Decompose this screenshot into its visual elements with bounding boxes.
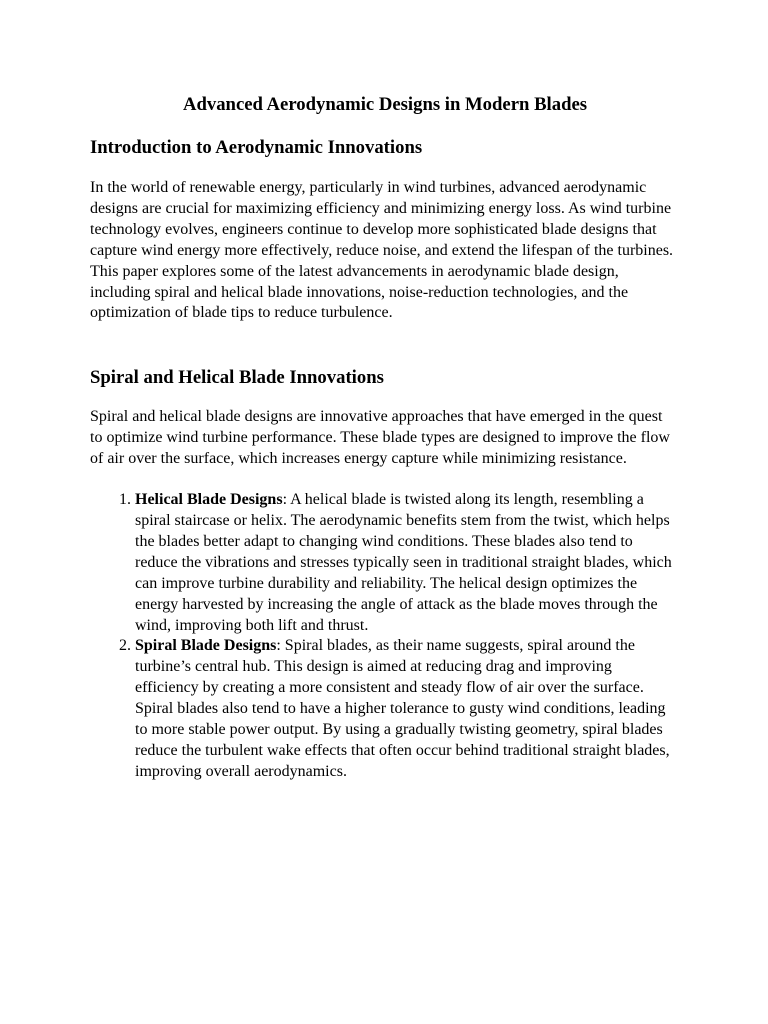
- list-item-text: : Spiral blades, as their name suggests, spiral around the turbine’s central hub. This design is aimed at reducing drag and improving efficiency by creating a more consistent and steady flow of air over the surface. Spiral blades also tend to have a higher tolerance to gusty wind conditions, leading to more stable power output. By using a gradually twisting geometry, spiral blades reduce the turbulent wake effects that often occur behind traditional straight blades, improving overall aerodynamics.: [135, 637, 670, 780]
- list-item-spiral: [135, 636, 674, 782]
- list-item-term: Spiral Blade Designs: [135, 637, 277, 655]
- list-item-helical: [135, 490, 674, 636]
- section-heading-introduction: Introduction to Aerodynamic Innovations: [90, 137, 423, 158]
- blade-design-list: [90, 490, 674, 783]
- spiral-helical-paragraph: Spiral and helical blade designs are innovative approaches that have emerged in the quest to optimize wind turbine performance. These blade types are designed to improve the flow of air over the surface, which increases energy capture while minimizing resistance.: [90, 408, 670, 468]
- document-title: Advanced Aerodynamic Designs in Modern Blades: [182, 94, 588, 115]
- list-item-text: : A helical blade is twisted along its length, resembling a spiral staircase or helix. The aerodynamic benefits stem from the twist, which helps the blades better adapt to changing wind conditions. These blades also tend to reduce the vibrations and stresses typically seen in traditional straight blades, which can improve turbine durability and reliability. The helical design optimizes the energy harvested by increasing the angle of attack as the blade moves through the wind, improving both lift and thrust.: [135, 491, 672, 634]
- introduction-paragraph: In the world of renewable energy, particularly in wind turbines, advanced aerodynamic designs are crucial for maximizing efficiency and minimizing energy loss. As wind turbine technology evolves, engineers continue to develop more sophisticated blade designs that capture wind energy more effectively, reduce noise, and extend the lifespan of the turbines. This paper explores some of the latest advancements in aerodynamic blade design, including spiral and helical blade innovations, noise-reduction technologies, and the optimization of blade tips to reduce turbulence.: [90, 179, 674, 322]
- section-heading-spiral-helical: Spiral and Helical Blade Innovations: [90, 367, 384, 389]
- list-item-term: Helical Blade Designs: [135, 491, 283, 509]
